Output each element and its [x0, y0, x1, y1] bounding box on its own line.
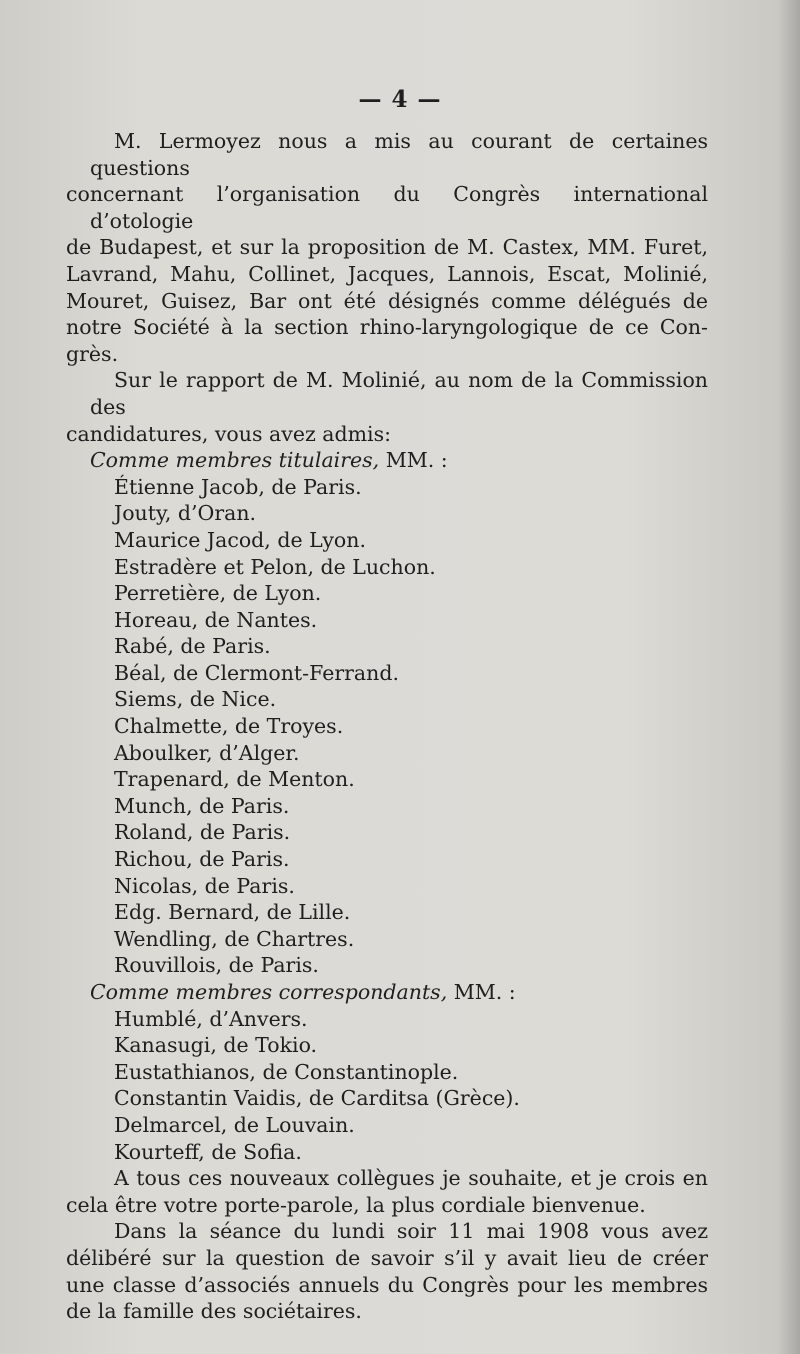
- text-line: notre Société à la section rhino-laryngologique de ce Con-: [66, 315, 708, 340]
- titulaires-heading-label: Comme membres titulaires,: [90, 448, 380, 473]
- text-line: de la famille des sociétaires.: [66, 1299, 362, 1324]
- list-item: Kourteff, de Sofia.: [114, 1139, 302, 1164]
- text-line: Dans la séance du lundi soir 11 mai 1908 vous avez: [114, 1219, 708, 1244]
- list-item: Horeau, de Nantes.: [114, 607, 318, 632]
- titulaires-list: [90, 474, 708, 979]
- list-item: Wendling, de Chartres.: [114, 926, 355, 951]
- titulaires-heading-suffix: MM. :: [379, 448, 448, 473]
- list-item: Nicolas, de Paris.: [114, 873, 295, 898]
- list-item: Siems, de Nice.: [114, 687, 277, 712]
- correspondants-heading-suffix: MM. :: [447, 980, 516, 1004]
- text-line: grès.: [66, 341, 119, 366]
- text-line: Mouret, Guisez, Bar ont été désignés comme délégués de: [66, 288, 708, 313]
- titulaires-heading: [90, 447, 708, 474]
- list-item: Étienne Jacob, de Paris.: [114, 474, 362, 499]
- list-item: Richou, de Paris.: [114, 847, 290, 872]
- text-line: cela être votre porte-parole, la plus cordiale bienvenue.: [66, 1192, 646, 1217]
- list-item: Edg. Bernard, de Lille.: [114, 900, 351, 925]
- text-line: A tous ces nouveaux collègues je souhaite, et je crois en: [114, 1166, 708, 1191]
- page-edge-shadow: [778, 0, 800, 1354]
- list-item: Munch, de Paris.: [114, 793, 290, 818]
- list-item: Jouty, d’Oran.: [114, 501, 257, 526]
- list-item: Kanasugi, de Tokio.: [114, 1033, 318, 1058]
- paragraph-welcome: [66, 1165, 708, 1218]
- text-line: Sur le rapport de M. Molinié, au nom de la Commission des: [90, 368, 708, 419]
- page-number: — 4 —: [358, 86, 442, 113]
- list-item: Roland, de Paris.: [114, 820, 291, 845]
- text-line: de Budapest, et sur la proposition de M. Castex, MM. Furet,: [66, 235, 708, 260]
- list-item: Maurice Jacod, de Lyon.: [114, 527, 366, 552]
- list-item: Delmarcel, de Louvain.: [114, 1112, 355, 1137]
- list-item: Humblé, d’Anvers.: [114, 1006, 308, 1031]
- list-item: Aboulker, d’Alger.: [114, 740, 300, 765]
- correspondants-heading-label: Comme membres correspondants,: [90, 980, 448, 1004]
- list-item: Chalmette, de Troyes.: [114, 714, 344, 739]
- text-line: M. Lermoyez nous a mis au courant de certaines questions: [90, 129, 708, 180]
- list-item: Estradère et Pelon, de Luchon.: [114, 554, 436, 579]
- paragraph-delegates: [66, 128, 708, 367]
- text-line: une classe d’associés annuels du Congrès pour les membres: [66, 1272, 708, 1297]
- list-item: Rabé, de Paris.: [114, 634, 271, 659]
- list-item: Perretière, de Lyon.: [114, 581, 322, 606]
- list-item: Rouvillois, de Paris.: [114, 953, 319, 978]
- text-line: Lavrand, Mahu, Collinet, Jacques, Lannois, Escat, Molinié,: [66, 261, 708, 286]
- text-line: candidatures, vous avez admis:: [66, 421, 392, 446]
- paragraph-candidatures: [66, 367, 708, 447]
- list-item: Béal, de Clermont-Ferrand.: [114, 660, 399, 685]
- text-line: concernant l’organisation du Congrès international d’otologie: [66, 182, 708, 233]
- list-item: Trapenard, de Menton.: [114, 767, 355, 792]
- correspondants-heading: [90, 979, 708, 1006]
- text-line: délibéré sur la question de savoir s’il y avait lieu de créer: [66, 1245, 708, 1270]
- list-item: Constantin Vaidis, de Carditsa (Grèce).: [114, 1086, 520, 1111]
- correspondants-list: [90, 1006, 708, 1166]
- page-body: [66, 128, 708, 1325]
- list-item: Eustathianos, de Constantinople.: [114, 1059, 459, 1084]
- paragraph-seance: [66, 1218, 708, 1324]
